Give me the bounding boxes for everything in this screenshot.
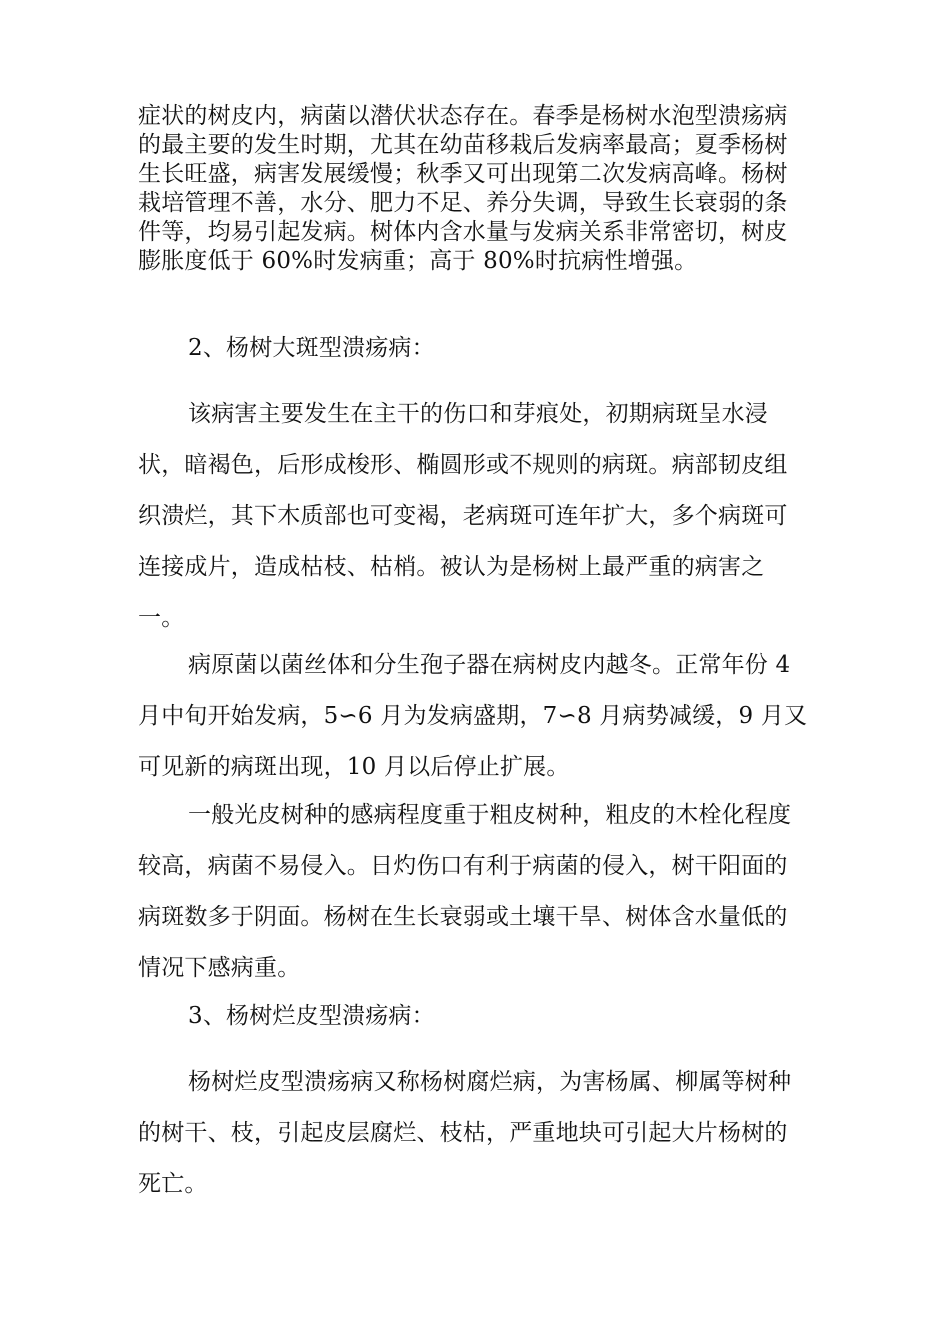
paragraph-susceptibility: 一般光皮树种的感病程度重于粗皮树种，粗皮的木栓化程度较高，病菌不易侵入。日灼伤口有利于病菌的侵入，树干阳面的病斑数多于阴面。杨树在生长衰弱或土壤干旱、树体含水量低的情况下感病重。 [138,802,792,981]
paragraph-overwintering-timeline: 病原菌以菌丝体和分生孢子器在病树皮内越冬。正常年份 4 月中旬开始发病，5∽6 月为发病盛期，7∽8 月病势减缓，9 月又可见新的病斑出现，10 月以后停止扩展。 [138,652,808,780]
paragraph-large-spot-symptoms: 该病害主要发生在主干的伤口和芽痕处，初期病斑呈水浸状，暗褐色，后形成梭形、椭圆形或不规则的病斑。病部韧皮组织溃烂，其下木质部也可变褐，老病斑可连年扩大，多个病斑可连接成片，造成枯枝、枯梢。被认为是杨树上最严重的病害之一。 [138,401,788,631]
section-heading-large-spot-canker: 2、杨树大斑型溃疡病： [188,335,435,361]
section-heading-bark-rot-canker: 3、杨树烂皮型溃疡病： [188,1003,435,1029]
paragraph-symptoms-continued: 症状的树皮内，病菌以潜伏状态存在。春季是杨树水泡型溃疡病的最主要的发生时期，尤其在幼苗移栽后发病率最高；夏季杨树生长旺盛，病害发展缓慢；秋季又可出现第二次发病高峰。杨树栽培管理不善，水分、肥力不足、养分失调，导致生长衰弱的条件等，均易引起发病。树体内含水量与发病关系非常密切，树皮膨胀度低于 60%时发病重；高于 80%时抗病性增强。 [138,103,788,274]
paragraph-bark-rot-description: 杨树烂皮型溃疡病又称杨树腐烂病，为害杨属、柳属等树种的树干、枝，引起皮层腐烂、枝枯，严重地块可引起大片杨树的死亡。 [138,1069,792,1197]
